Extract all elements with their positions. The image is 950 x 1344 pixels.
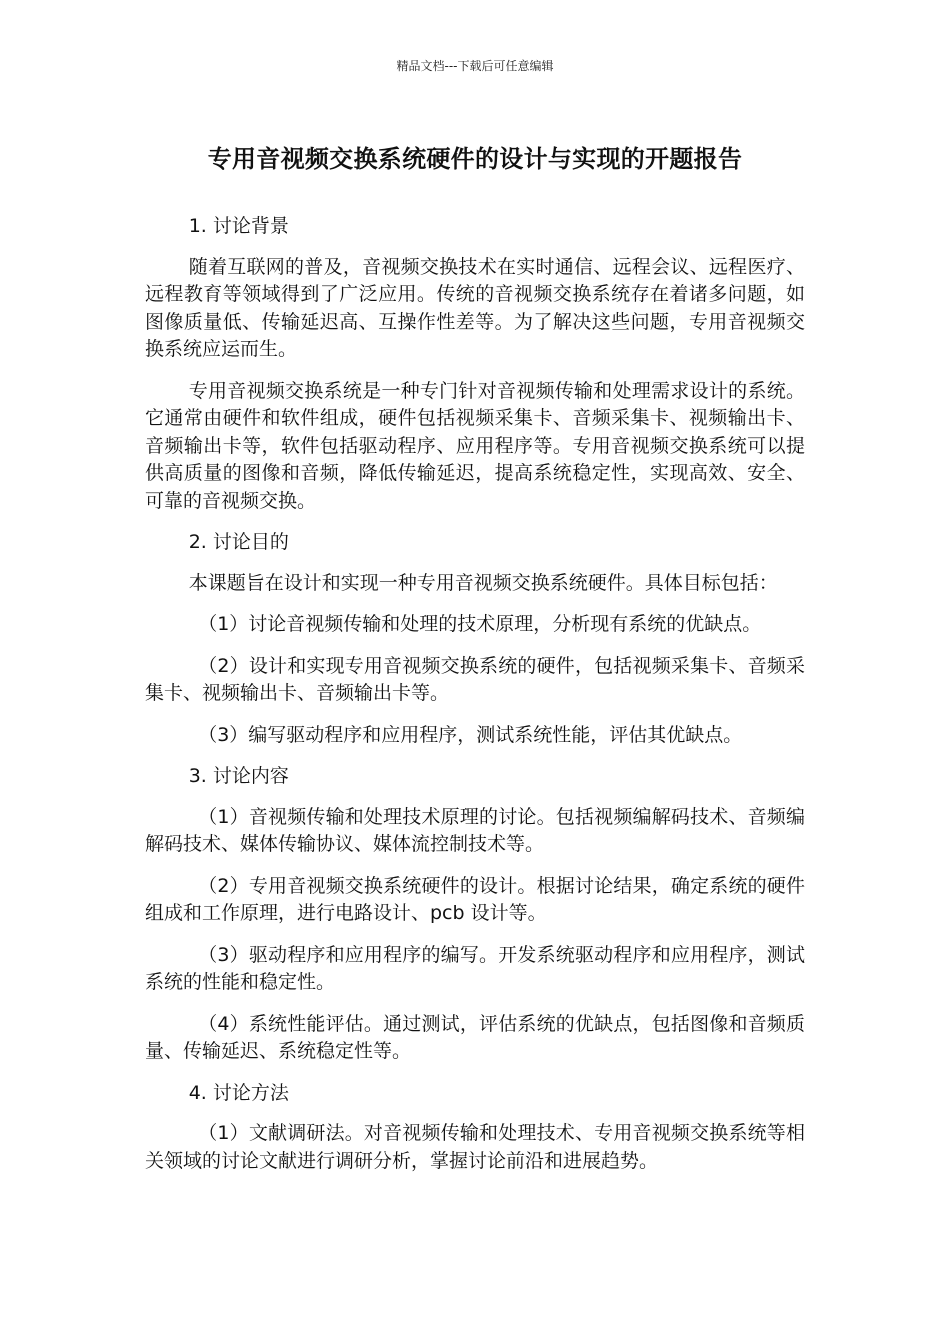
list-item: （2）设计和实现专用音视频交换系统的硬件，包括视频采集卡、音频采集卡、视频输出卡、音频输出卡等。	[145, 654, 805, 704]
section-heading: 3. 讨论内容	[188, 765, 289, 787]
paragraph: 本课题旨在设计和实现一种专用音视频交换系统硬件。具体目标包括：	[188, 571, 778, 594]
paragraph: 专用音视频交换系统是一种专门针对音视频传输和处理需求设计的系统。它通常由硬件和软件组成，硬件包括视频采集卡、音频采集卡、视频输出卡、音频输出卡等，软件包括驱动程序、应用程序等。专用音视频交换系统可以提供高质量的图像和音频，降低传输延迟，提高系统稳定性，实现高效、安全、可靠的音视频交换。	[145, 379, 805, 512]
list-item: （1）音视频传输和处理技术原理的讨论。包括视频编解码技术、音频编解码技术、媒体传输协议、媒体流控制技术等。	[145, 805, 805, 855]
list-item: （3）驱动程序和应用程序的编写。开发系统驱动程序和应用程序，测试系统的性能和稳定性。	[145, 943, 805, 993]
list-item: （4）系统性能评估。通过测试，评估系统的优缺点，包括图像和音频质量、传输延迟、系统稳定性等。	[145, 1012, 805, 1062]
section-heading: 4. 讨论方法	[188, 1081, 289, 1104]
list-item: （1）讨论音视频传输和处理的技术原理，分析现有系统的优缺点。	[198, 613, 762, 635]
list-item: （1）文献调研法。对音视频传输和处理技术、专用音视频交换系统等相关领域的讨论文献进行调研分析，掌握讨论前沿和进展趋势。	[145, 1122, 805, 1172]
page-header: 精品文档---下载后可任意编辑	[396, 59, 554, 73]
list-item: （2）专用音视频交换系统硬件的设计。根据讨论结果，确定系统的硬件组成和工作原理，进行电路设计、pcb 设计等。	[145, 874, 805, 924]
paragraph: 随着互联网的普及，音视频交换技术在实时通信、远程会议、远程医疗、远程教育等领域得到了广泛应用。传统的音视频交换系统存在着诸多问题，如图像质量低、传输延迟高、互操作性差等。为了解决这些问题，专用音视频交换系统应运而生。	[145, 255, 805, 360]
section-heading: 2. 讨论目的	[188, 531, 289, 553]
document-body	[145, 213, 805, 1189]
document-title: 专用音视频交换系统硬件的设计与实现的开题报告	[207, 145, 743, 173]
list-item: （3）编写驱动程序和应用程序，测试系统性能，评估其优缺点。	[198, 723, 743, 746]
section-heading: 1. 讨论背景	[188, 215, 289, 237]
